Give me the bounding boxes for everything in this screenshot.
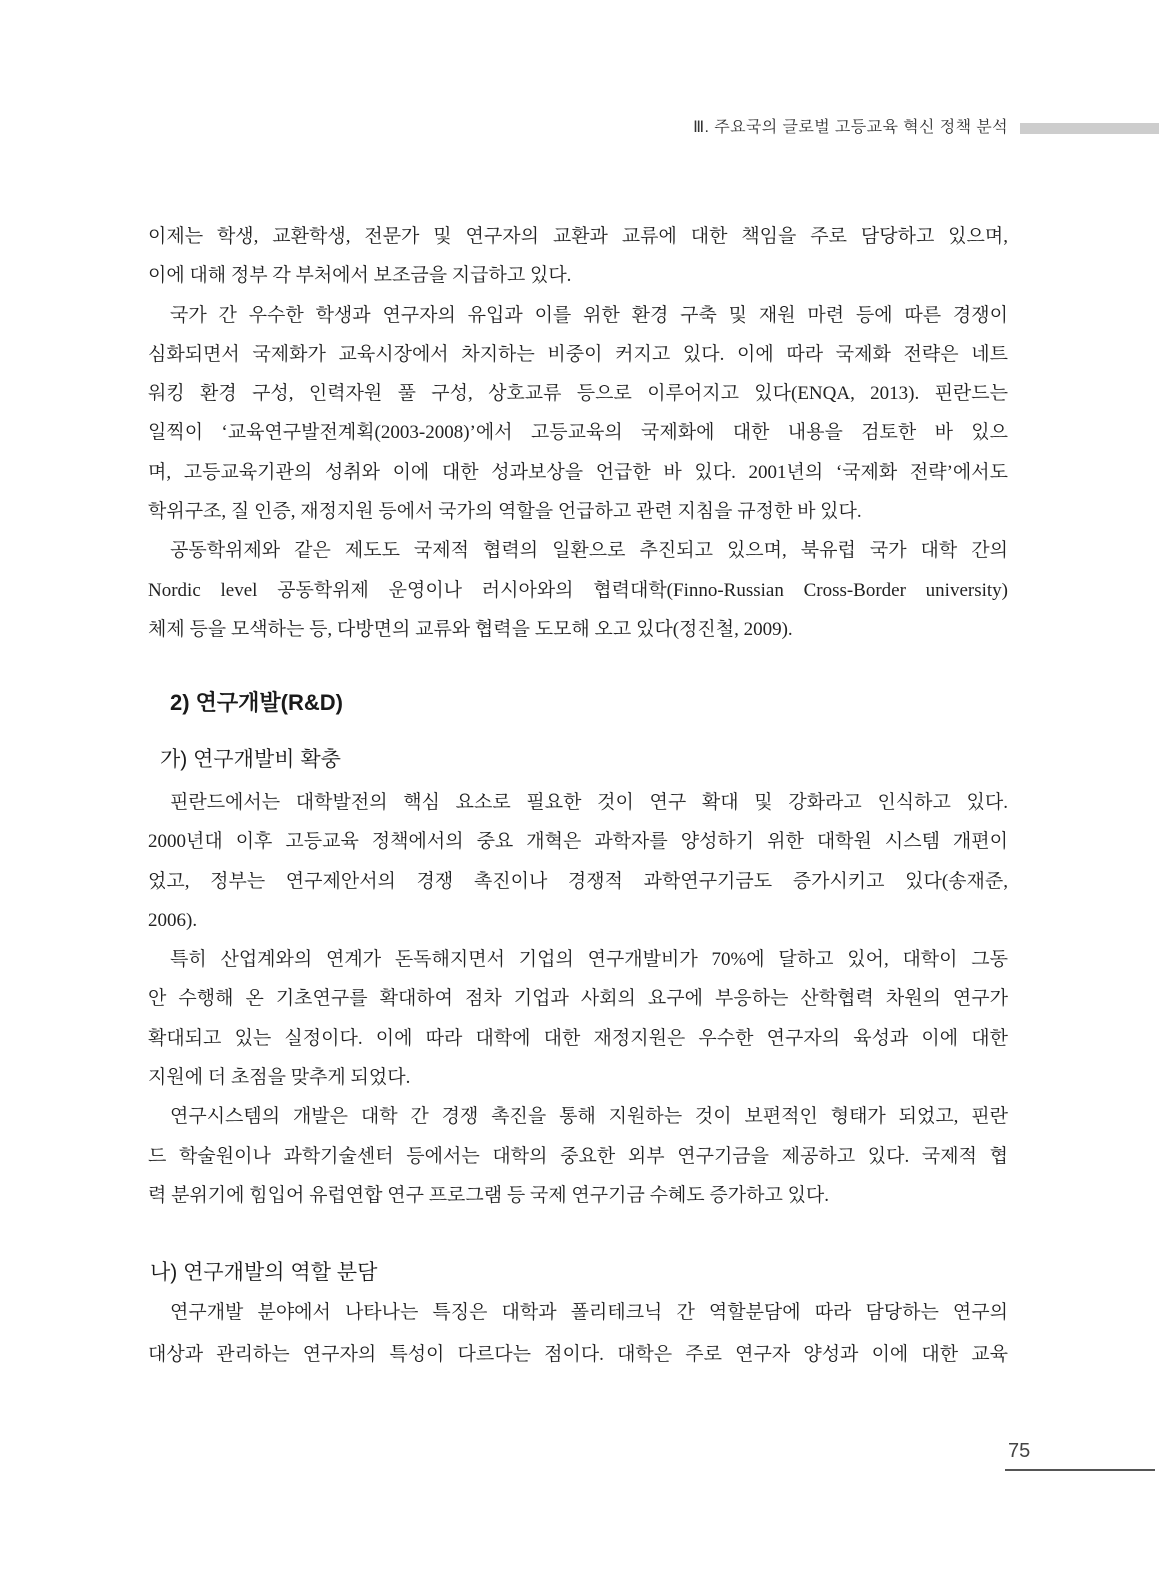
body-text-line: 핀란드에서는 대학발전의 핵심 요소로 필요한 것이 연구 확대 및 강화라고 인식하고 있다. (170, 792, 1008, 813)
section-heading: 2) 연구개발(R&D) (170, 690, 343, 715)
body-text-line: 이제는 학생, 교환학생, 전문가 및 연구자의 교환과 교류에 대한 책임을 주로 담당하고 있으며, (148, 226, 1008, 247)
body-text-line: 학위구조, 질 인증, 재정지원 등에서 국가의 역할을 언급하고 관련 지침을 규정한 바 있다. (148, 501, 862, 523)
body-text-line: Nordic level 공동학위제 운영이나 러시아와의 협력대학(Finno-Russian Cross-Border university) (148, 579, 1008, 601)
subsection-heading: 나) 연구개발의 역할 분담 (150, 1261, 378, 1284)
subsection-text (148, 1292, 1008, 1376)
body-text-line: 연구시스템의 개발은 대학 간 경쟁 촉진을 통해 지원하는 것이 보편적인 형태가 되었고, 핀란 (170, 1106, 1008, 1128)
body-text-line: 지원에 더 초점을 맞추게 되었다. (148, 1067, 411, 1089)
body-text-line: 었고, 정부는 연구제안서의 경쟁 촉진이나 경쟁적 과학연구기금도 증가시키고 있다(송재준, (148, 870, 1008, 892)
body-text-line: 심화되면서 국제화가 교육시장에서 차지하는 비중이 커지고 있다. 이에 따라 국제화 전략은 네트 (148, 343, 1008, 365)
body-text-line: 2006). (148, 909, 198, 931)
body-text-line: 일찍이 ‘교육연구발전계획(2003-2008)’에서 고등교육의 국제화에 대한 내용을 검토한 바 있으 (148, 422, 1008, 444)
body-text-line: 이에 대해 정부 각 부처에서 보조금을 지급하고 있다. (148, 265, 572, 287)
header-bar (1020, 123, 1159, 134)
footer-rule (1005, 1469, 1155, 1471)
body-text-line: 력 분위기에 힘입어 유럽연합 연구 프로그램 등 국제 연구기금 수혜도 증가하고 있다. (148, 1184, 830, 1206)
paragraph (148, 217, 1008, 296)
paragraph (148, 1292, 1008, 1376)
paragraph (148, 531, 1008, 649)
paragraph (148, 783, 1008, 940)
body-text-line: 대상과 관리하는 연구자의 특성이 다르다는 점이다. 대학은 주로 연구자 양성과 이에 대한 교육 (148, 1344, 1008, 1365)
body-text-line: 특히 산업계와의 연계가 돈독해지면서 기업의 연구개발비가 70%에 달하고 있어, 대학이 그동 (170, 949, 1008, 971)
body-text-line: 안 수행해 온 기초연구를 확대하여 점차 기업과 사회의 요구에 부응하는 산학협력 차원의 연구가 (148, 988, 1008, 1010)
body-text-line: 국가 간 우수한 학생과 연구자의 유입과 이를 위한 환경 구축 및 재원 마련 등에 따른 경쟁이 (170, 304, 1008, 326)
paragraph (148, 1097, 1008, 1215)
paragraph (148, 296, 1008, 532)
body-text-line: 확대되고 있는 실정이다. 이에 따라 대학에 대한 재정지원은 우수한 연구자의 육성과 이에 대한 (148, 1027, 1008, 1049)
body-text-line: 며, 고등교육기관의 성취와 이에 대한 성과보상을 언급한 바 있다. 2001년의 ‘국제화 전략’에서도 (148, 461, 1008, 483)
page-number: 75 (1008, 1440, 1031, 1462)
body-text-line: 연구개발 분야에서 나타나는 특징은 대학과 폴리테크닉 간 역할분담에 따라 담당하는 연구의 (170, 1302, 1008, 1323)
body-text-line: 체제 등을 모색하는 등, 다방면의 교류와 협력을 도모해 오고 있다(정진철, 2009). (148, 618, 793, 640)
paragraph (148, 940, 1008, 1097)
subsection-heading: 가) 연구개발비 확충 (160, 748, 341, 771)
body-text-line: 드 학술원이나 과학기술센터 등에서는 대학의 중요한 외부 연구기금을 제공하고 있다. 국제적 협 (148, 1145, 1008, 1167)
subsection-text (148, 783, 1008, 1215)
intro-text (148, 217, 1008, 649)
body-text-line: 2000년대 이후 고등교육 정책에서의 중요 개혁은 과학자를 양성하기 위한 대학원 시스템 개편이 (148, 831, 1008, 853)
running-header: Ⅲ. 주요국의 글로벌 고등교육 혁신 정책 분석 (693, 119, 1008, 136)
body-text-line: 공동학위제와 같은 제도도 국제적 협력의 일환으로 추진되고 있으며, 북유럽 국가 대학 간의 (170, 540, 1008, 562)
body-text-line: 워킹 환경 구성, 인력자원 풀 구성, 상호교류 등으로 이루어지고 있다(ENQA, 2013). 핀란드는 (148, 383, 1008, 405)
